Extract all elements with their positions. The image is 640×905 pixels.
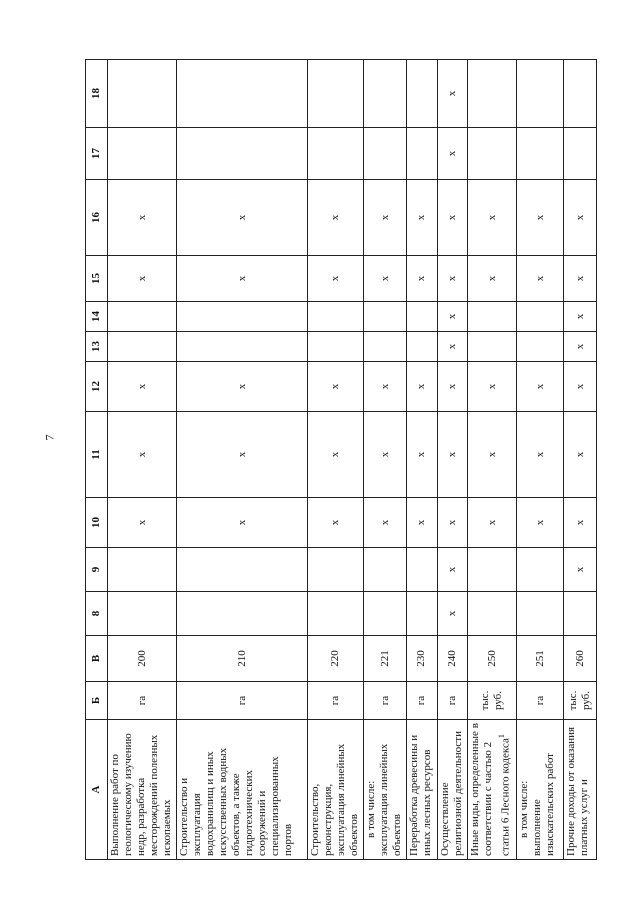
- table-cell: x: [437, 592, 468, 636]
- table-cell: x: [108, 412, 177, 498]
- data-table: [85, 59, 597, 860]
- row-label-text: Иные виды, определенные в соответствии с частью 2 статьи 6 Лесного кодекса: [469, 723, 512, 856]
- table-cell: x: [564, 362, 597, 412]
- col-header-11: 11: [86, 412, 108, 498]
- table-cell: [364, 332, 407, 362]
- table-cell: x: [437, 60, 468, 128]
- table-cell: [517, 548, 564, 592]
- table-cell: x: [564, 332, 597, 362]
- table-cell: [177, 128, 308, 180]
- col-header-18: 18: [86, 60, 108, 128]
- row-code: 250: [468, 636, 517, 682]
- row-code: 200: [108, 636, 177, 682]
- col-header-10: 10: [86, 498, 108, 548]
- table-cell: [407, 128, 438, 180]
- table-cell: x: [437, 362, 468, 412]
- col-header-13: 13: [86, 332, 108, 362]
- row-code: 220: [308, 636, 364, 682]
- col-header-v: В: [86, 636, 108, 682]
- table-cell: x: [407, 180, 438, 256]
- table-cell: x: [308, 180, 364, 256]
- table-cell: [364, 128, 407, 180]
- row-label: [407, 720, 438, 860]
- table-cell: x: [468, 412, 517, 498]
- table-cell: [468, 548, 517, 592]
- table-cell: x: [564, 498, 597, 548]
- table-cell: x: [364, 180, 407, 256]
- table-cell: [468, 332, 517, 362]
- table-cell: [108, 60, 177, 128]
- table-cell: x: [108, 362, 177, 412]
- table-cell: [108, 128, 177, 180]
- table-body: [108, 60, 597, 860]
- col-header-16: 16: [86, 180, 108, 256]
- row-label-text: Осуществление религиозной деятельности: [438, 731, 464, 856]
- row-code: 230: [407, 636, 438, 682]
- table-cell: [517, 60, 564, 128]
- row-label: [564, 720, 597, 860]
- table-cell: x: [407, 256, 438, 302]
- table-cell: [364, 548, 407, 592]
- table-cell: x: [468, 180, 517, 256]
- table-row: [437, 60, 468, 860]
- table-cell: x: [437, 332, 468, 362]
- table-cell: [308, 128, 364, 180]
- table-cell: [468, 128, 517, 180]
- row-unit: га: [308, 682, 364, 720]
- table-cell: x: [177, 412, 308, 498]
- table-cell: x: [437, 412, 468, 498]
- table-cell: [407, 592, 438, 636]
- col-header-b: Б: [86, 682, 108, 720]
- table-cell: [407, 60, 438, 128]
- table-cell: x: [564, 302, 597, 332]
- row-unit: га: [108, 682, 177, 720]
- table-cell: x: [564, 548, 597, 592]
- table-cell: x: [517, 256, 564, 302]
- row-label-intro: в том числе:: [518, 780, 531, 838]
- table-row: [364, 60, 407, 860]
- col-header-8: 8: [86, 592, 108, 636]
- row-unit: га: [177, 682, 308, 720]
- row-label: [308, 720, 364, 860]
- row-unit: га: [517, 682, 564, 720]
- row-code: 221: [364, 636, 407, 682]
- row-code: 210: [177, 636, 308, 682]
- row-label-text: Строительство, реконструкция, эксплуатация линейных объектов: [309, 743, 361, 856]
- table-row: [468, 60, 517, 860]
- table-cell: x: [517, 180, 564, 256]
- col-header-a: А: [86, 720, 108, 860]
- row-label: [108, 720, 177, 860]
- table-cell: x: [308, 412, 364, 498]
- table-row: [308, 60, 364, 860]
- row-unit: га: [437, 682, 468, 720]
- table-cell: [177, 60, 308, 128]
- table-cell: x: [517, 362, 564, 412]
- row-label-intro: в том числе:: [365, 780, 378, 838]
- table-cell: [564, 128, 597, 180]
- table-cell: [564, 592, 597, 636]
- table-cell: [407, 548, 438, 592]
- row-label-text: Прочие доходы от оказания платных услуг и: [565, 726, 591, 856]
- table-cell: x: [468, 498, 517, 548]
- table-cell: [308, 302, 364, 332]
- table-cell: [364, 60, 407, 128]
- table-cell: x: [437, 548, 468, 592]
- table-cell: x: [177, 180, 308, 256]
- table-cell: [364, 592, 407, 636]
- table-row: [407, 60, 438, 860]
- page-number: 7: [42, 434, 57, 441]
- col-header-17: 17: [86, 128, 108, 180]
- table-cell: [407, 302, 438, 332]
- table-cell: [308, 332, 364, 362]
- table-cell: x: [364, 412, 407, 498]
- table-cell: [108, 548, 177, 592]
- table-cell: x: [177, 498, 308, 548]
- table-cell: x: [437, 498, 468, 548]
- table-cell: x: [468, 362, 517, 412]
- table-cell: [517, 128, 564, 180]
- table-cell: x: [308, 362, 364, 412]
- table-cell: [517, 592, 564, 636]
- col-header-14: 14: [86, 302, 108, 332]
- table-cell: [177, 302, 308, 332]
- table-cell: x: [364, 498, 407, 548]
- row-code: 240: [437, 636, 468, 682]
- row-label: [177, 720, 308, 860]
- table-row: [108, 60, 177, 860]
- row-label-text: выполнение изыскательских работ: [531, 753, 557, 856]
- table-cell: [177, 332, 308, 362]
- table-cell: x: [308, 498, 364, 548]
- col-header-9: 9: [86, 548, 108, 592]
- row-label-text: Строительство и эксплуатация водохранилищ и иных искусственных водных объектов, а также гидротехнических сооружений и специализированных портов: [178, 747, 295, 856]
- table-cell: [468, 592, 517, 636]
- footnote-marker: 1: [497, 734, 507, 739]
- table-cell: x: [437, 302, 468, 332]
- table-cell: [517, 332, 564, 362]
- row-label: [517, 720, 564, 860]
- table-header-row: [86, 60, 108, 860]
- table-cell: [468, 302, 517, 332]
- table-cell: [308, 60, 364, 128]
- table-cell: x: [437, 256, 468, 302]
- table-cell: x: [407, 362, 438, 412]
- table-cell: [308, 592, 364, 636]
- table-cell: x: [108, 256, 177, 302]
- table-cell: [108, 332, 177, 362]
- row-code: 251: [517, 636, 564, 682]
- table-cell: x: [108, 180, 177, 256]
- table-cell: [364, 302, 407, 332]
- table-cell: x: [468, 256, 517, 302]
- table-cell: x: [177, 362, 308, 412]
- row-label-text: Выполнение работ по геологическому изучению недр, разработка месторождений полезных ископаемых: [109, 733, 173, 856]
- row-unit: га: [364, 682, 407, 720]
- table-cell: x: [437, 128, 468, 180]
- col-header-12: 12: [86, 362, 108, 412]
- table-cell: x: [517, 412, 564, 498]
- table-cell: x: [364, 362, 407, 412]
- table-cell: x: [364, 256, 407, 302]
- table-cell: x: [564, 180, 597, 256]
- table-cell: [177, 592, 308, 636]
- table-cell: x: [177, 256, 308, 302]
- table-cell: x: [407, 498, 438, 548]
- table-cell: x: [437, 180, 468, 256]
- table-cell: [108, 592, 177, 636]
- table-cell: x: [308, 256, 364, 302]
- table-cell: x: [564, 412, 597, 498]
- table-cell: [564, 60, 597, 128]
- col-header-15: 15: [86, 256, 108, 302]
- table-row: [564, 60, 597, 860]
- table-cell: x: [517, 498, 564, 548]
- row-unit: га: [407, 682, 438, 720]
- table-cell: [407, 332, 438, 362]
- table-cell: [517, 302, 564, 332]
- table-cell: [308, 548, 364, 592]
- row-label: [437, 720, 468, 860]
- row-label-text: эксплуатация линейных объектов: [378, 743, 404, 856]
- table-cell: [177, 548, 308, 592]
- table-row: [177, 60, 308, 860]
- table-cell: x: [407, 412, 438, 498]
- table-cell: x: [564, 256, 597, 302]
- table-cell: [468, 60, 517, 128]
- table-row: [517, 60, 564, 860]
- row-label: [364, 720, 407, 860]
- row-label: [468, 720, 517, 860]
- table-cell: [108, 302, 177, 332]
- row-label-text: Переработка древесины и иных лесных ресурсов: [408, 734, 434, 856]
- row-code: 260: [564, 636, 597, 682]
- rotated-table-container: [85, 60, 597, 860]
- row-unit: тыс. руб.: [468, 682, 517, 720]
- table-cell: x: [108, 498, 177, 548]
- row-unit: тыс. руб.: [564, 682, 597, 720]
